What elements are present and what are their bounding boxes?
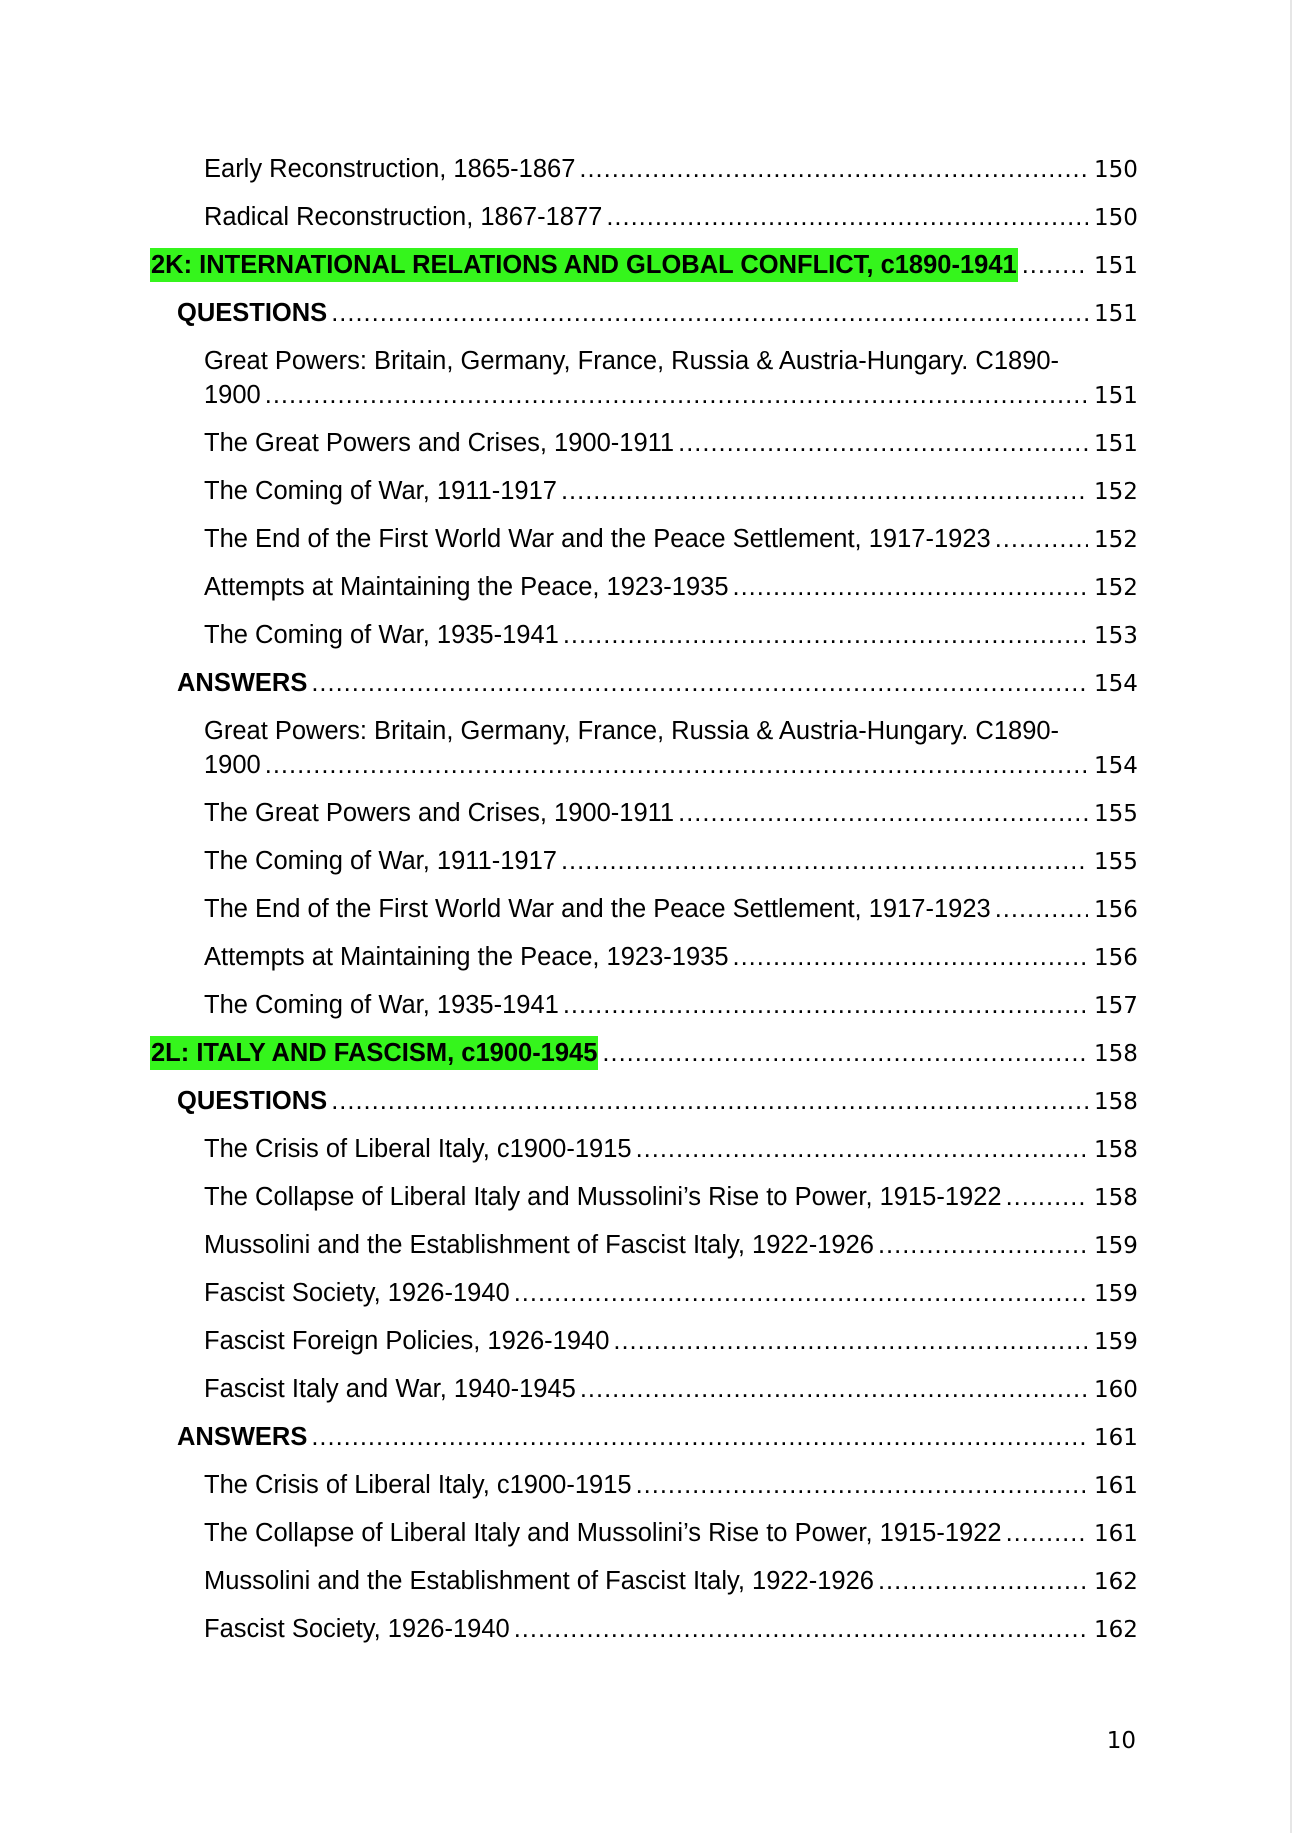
toc-page-number: 156 (1094, 897, 1138, 923)
dot-leader (636, 1468, 1088, 1502)
toc-entry-title: The Collapse of Liberal Italy and Mussolini’s Rise to Power, 1915-1922 (204, 1519, 1002, 1547)
toc-entry-title: 1900 (204, 381, 261, 409)
toc-entry-title: The Great Powers and Crises, 1900-1911 (204, 799, 675, 827)
toc-entry[interactable] (204, 714, 1136, 782)
toc-entry-title: QUESTIONS (177, 299, 328, 327)
page-number: 10 (1106, 1728, 1136, 1754)
toc-entry-title: The Coming of War, 1935-1941 (204, 621, 559, 649)
toc-entry-title: Great Powers: Britain, Germany, France, Russia & Austria-Hungary. C1890- (204, 347, 1060, 375)
toc-page-number: 150 (1094, 157, 1138, 183)
toc-page-number: 152 (1094, 575, 1138, 601)
toc-page-number: 159 (1094, 1281, 1138, 1307)
dot-leader (579, 152, 1088, 186)
toc-entry-title: Fascist Society, 1926-1940 (204, 1279, 510, 1307)
dot-leader (878, 1564, 1088, 1598)
toc-page-number: 152 (1094, 527, 1138, 553)
toc-entry-title: The Coming of War, 1911-1917 (204, 477, 557, 505)
dot-leader (311, 666, 1088, 700)
dot-leader (563, 618, 1088, 652)
toc-page-number: 155 (1094, 801, 1138, 827)
dot-leader (1006, 1516, 1088, 1550)
toc-entry[interactable] (204, 152, 1136, 186)
toc-entry[interactable] (204, 1564, 1136, 1598)
toc-entry[interactable] (204, 1180, 1136, 1214)
toc-page-number: 158 (1094, 1041, 1138, 1067)
toc-page-number: 154 (1094, 753, 1138, 779)
toc-entry[interactable] (204, 522, 1136, 556)
toc-entry[interactable] (204, 844, 1136, 878)
toc-entry[interactable] (177, 296, 1136, 330)
toc-page-number: 159 (1094, 1329, 1138, 1355)
toc-page-number: 158 (1094, 1137, 1138, 1163)
toc-page-number: 153 (1094, 623, 1138, 649)
toc-entry[interactable] (177, 1420, 1136, 1454)
toc-page-number: 156 (1094, 945, 1138, 971)
toc-entry[interactable] (177, 1084, 1136, 1118)
toc-page-number: 151 (1094, 431, 1138, 457)
toc-entry[interactable] (204, 1468, 1136, 1502)
toc-entry[interactable] (204, 1132, 1136, 1166)
toc-entry[interactable] (204, 1372, 1136, 1406)
toc-page-number: 158 (1094, 1185, 1138, 1211)
toc-page-number: 158 (1094, 1089, 1138, 1115)
toc-entry-title: Fascist Society, 1926-1940 (204, 1615, 510, 1643)
dot-leader (733, 940, 1088, 974)
toc-entry[interactable] (204, 200, 1136, 234)
toc-entry[interactable] (204, 796, 1136, 830)
toc-entry-title: The Great Powers and Crises, 1900-1911 (204, 429, 675, 457)
dot-leader (613, 1324, 1088, 1358)
toc-entry-title: The Crisis of Liberal Italy, c1900-1915 (204, 1471, 632, 1499)
dot-leader (636, 1132, 1088, 1166)
toc-entry-title: The End of the First World War and the Peace Settlement, 1917-1923 (204, 895, 991, 923)
toc-entry-title: The Coming of War, 1935-1941 (204, 991, 559, 1019)
dot-leader (995, 892, 1088, 926)
toc-entry[interactable] (150, 248, 1136, 282)
toc-entry[interactable] (204, 344, 1136, 412)
table-of-contents (150, 152, 1136, 1660)
dot-leader (995, 522, 1088, 556)
dot-leader (514, 1612, 1088, 1646)
toc-entry[interactable] (204, 988, 1136, 1022)
toc-page-number: 155 (1094, 849, 1138, 875)
toc-entry-title: QUESTIONS (177, 1087, 328, 1115)
dot-leader (265, 378, 1088, 412)
dot-leader (331, 1084, 1088, 1118)
toc-entry-title: The Crisis of Liberal Italy, c1900-1915 (204, 1135, 632, 1163)
toc-entry-title: 1900 (204, 751, 261, 779)
toc-entry-title: Fascist Foreign Policies, 1926-1940 (204, 1327, 610, 1355)
toc-entry-title: ANSWERS (177, 669, 308, 697)
toc-page-number: 157 (1094, 993, 1138, 1019)
toc-entry-title: Attempts at Maintaining the Peace, 1923-1935 (204, 573, 729, 601)
toc-entry-title: Attempts at Maintaining the Peace, 1923-1935 (204, 943, 729, 971)
toc-entry-title: Mussolini and the Establishment of Fascist Italy, 1922-1926 (204, 1231, 874, 1259)
toc-entry[interactable] (204, 1516, 1136, 1550)
toc-entry[interactable] (204, 1276, 1136, 1310)
toc-entry[interactable] (204, 1324, 1136, 1358)
toc-entry-title: Mussolini and the Establishment of Fascist Italy, 1922-1926 (204, 1567, 874, 1595)
dot-leader (561, 474, 1088, 508)
toc-entry[interactable] (204, 940, 1136, 974)
toc-page-number: 162 (1094, 1569, 1138, 1595)
toc-page-number: 154 (1094, 671, 1138, 697)
dot-leader (265, 748, 1088, 782)
dot-leader (514, 1276, 1088, 1310)
toc-entry[interactable] (204, 892, 1136, 926)
toc-entry[interactable] (204, 1612, 1136, 1646)
toc-page-number: 151 (1094, 253, 1138, 279)
toc-page-number: 160 (1094, 1377, 1138, 1403)
dot-leader (311, 1420, 1088, 1454)
dot-leader (606, 200, 1088, 234)
toc-entry-title: The Collapse of Liberal Italy and Mussolini’s Rise to Power, 1915-1922 (204, 1183, 1002, 1211)
toc-page-number: 159 (1094, 1233, 1138, 1259)
toc-entry-title: ANSWERS (177, 1423, 308, 1451)
toc-entry-title: Great Powers: Britain, Germany, France, Russia & Austria-Hungary. C1890- (204, 717, 1060, 745)
dot-leader (602, 1036, 1088, 1070)
toc-entry[interactable] (204, 426, 1136, 460)
dot-leader (878, 1228, 1088, 1262)
dot-leader (580, 1372, 1088, 1406)
toc-page-number: 152 (1094, 479, 1138, 505)
dot-leader (1022, 248, 1088, 282)
toc-entry-title: The End of the First World War and the Peace Settlement, 1917-1923 (204, 525, 991, 553)
dot-leader (563, 988, 1088, 1022)
toc-highlighted-title: 2K: INTERNATIONAL RELATIONS AND GLOBAL CONFLICT, c1890-1941 (150, 248, 1018, 282)
toc-page-number: 161 (1094, 1473, 1138, 1499)
toc-entry[interactable] (177, 666, 1136, 700)
toc-entry[interactable] (204, 570, 1136, 604)
toc-entry-title: Early Reconstruction, 1865-1867 (204, 155, 576, 183)
toc-page-number: 151 (1094, 301, 1138, 327)
toc-entry[interactable] (204, 618, 1136, 652)
toc-page-number: 161 (1094, 1425, 1138, 1451)
dot-leader (678, 426, 1088, 460)
dot-leader (733, 570, 1088, 604)
dot-leader (331, 296, 1088, 330)
toc-entry[interactable] (204, 474, 1136, 508)
toc-page-number: 151 (1094, 383, 1138, 409)
toc-entry-title: Radical Reconstruction, 1867-1877 (204, 203, 603, 231)
toc-entry[interactable] (150, 1036, 1136, 1070)
toc-entry-title: The Coming of War, 1911-1917 (204, 847, 557, 875)
toc-page-number: 162 (1094, 1617, 1138, 1643)
toc-highlighted-title: 2L: ITALY AND FASCISM, c1900-1945 (150, 1036, 598, 1070)
toc-entry[interactable] (204, 1228, 1136, 1262)
dot-leader (1006, 1180, 1088, 1214)
dot-leader (678, 796, 1088, 830)
toc-page-number: 161 (1094, 1521, 1138, 1547)
toc-entry-title: Fascist Italy and War, 1940-1945 (204, 1375, 576, 1403)
toc-page-number: 150 (1094, 205, 1138, 231)
dot-leader (561, 844, 1088, 878)
